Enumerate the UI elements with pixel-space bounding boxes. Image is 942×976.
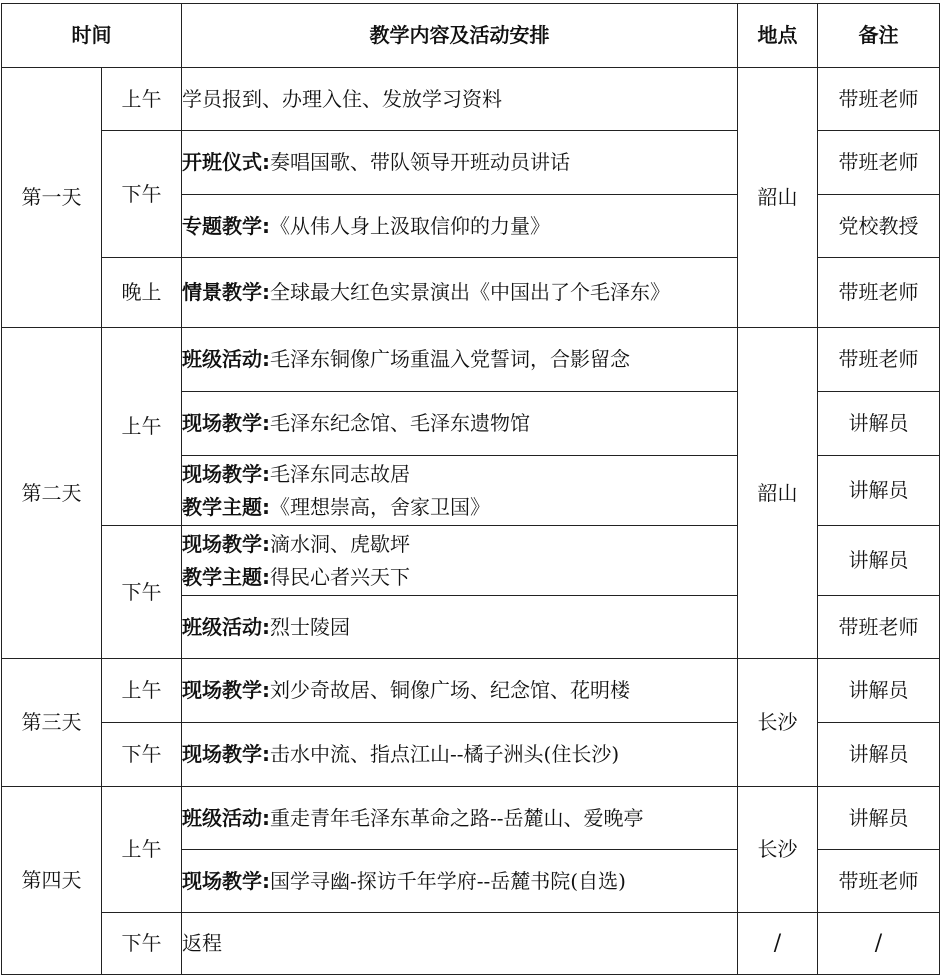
place-cell: 长沙 [738, 787, 818, 913]
table-row [2, 68, 940, 131]
content-label: 专题教学: [182, 213, 270, 238]
content-cell [182, 328, 738, 392]
content-label: 班级活动: [182, 614, 270, 639]
content-cell [182, 131, 738, 195]
content-label: 现场教学: [182, 678, 270, 702]
note-cell: 带班老师 [818, 68, 940, 131]
table-row [2, 328, 940, 392]
note-cell: 带班老师 [818, 258, 940, 328]
header-content: 教学内容及活动安排 [182, 4, 738, 68]
note-cell: 带班老师 [818, 596, 940, 659]
content-label: 情景教学: [182, 280, 270, 304]
content-cell [182, 913, 738, 975]
day-cell: 第一天 [2, 68, 102, 328]
period-cell: 晚上 [102, 258, 182, 328]
content-cell [182, 68, 738, 131]
note-cell: 讲解员 [818, 456, 940, 526]
content-cell [182, 456, 738, 526]
content-label: 现场教学: [182, 411, 270, 435]
note-cell: 带班老师 [818, 850, 940, 913]
content-text: 烈士陵园 [270, 614, 350, 639]
content-text: 刘少奇故居、铜像广场、纪念馆、花明楼 [270, 678, 630, 702]
content-text: 毛泽东同志故居 [270, 461, 410, 486]
period-cell: 上午 [102, 659, 182, 723]
day-cell: 第三天 [2, 659, 102, 787]
content-text: 学员报到、办理入住、发放学习资料 [182, 86, 502, 111]
content-label: 开班仪式: [182, 150, 270, 174]
content-text: 《理想崇高，舍家卫国》 [270, 494, 490, 519]
content-cell [182, 195, 738, 258]
note-cell: 带班老师 [818, 328, 940, 392]
header-row [2, 4, 940, 68]
content-cell [182, 850, 738, 913]
header-place: 地点 [738, 4, 818, 68]
content-label: 现场教学: [182, 742, 270, 766]
content-text: 得民心者兴天下 [270, 564, 410, 589]
content-label: 现场教学: [182, 531, 270, 556]
content-cell [182, 723, 738, 787]
header-note: 备注 [818, 4, 940, 68]
content-text: 毛泽东纪念馆、毛泽东遗物馆 [270, 411, 530, 435]
day-cell: 第二天 [2, 328, 102, 659]
content-text: 全球最大红色实景演出《中国出了个毛泽东》 [270, 280, 670, 304]
content-cell [182, 659, 738, 723]
note-cell: 带班老师 [818, 131, 940, 195]
place-cell: 长沙 [738, 659, 818, 787]
content-line [182, 458, 737, 491]
period-cell: 上午 [102, 787, 182, 913]
content-text: 国学寻幽-探访千年学府--岳麓书院(自选) [270, 868, 626, 893]
content-text: 《从伟人身上汲取信仰的力量》 [270, 213, 550, 238]
note-cell: 党校教授 [818, 195, 940, 258]
table-row [2, 787, 940, 850]
content-cell [182, 258, 738, 328]
place-cell: 韶山 [738, 328, 818, 659]
note-cell: / [818, 913, 940, 975]
content-cell [182, 596, 738, 659]
period-cell: 下午 [102, 131, 182, 258]
content-label: 班级活动: [182, 347, 270, 371]
content-label: 教学主题: [182, 494, 270, 519]
content-text: 击水中流、指点江山--橘子洲头(住长沙) [270, 742, 620, 766]
note-cell: 讲解员 [818, 659, 940, 723]
content-cell [182, 526, 738, 596]
content-label: 班级活动: [182, 805, 270, 830]
place-cell: 韶山 [738, 68, 818, 328]
note-cell: 讲解员 [818, 526, 940, 596]
period-cell: 上午 [102, 328, 182, 526]
content-text: 毛泽东铜像广场重温入党誓词，合影留念 [270, 347, 630, 371]
note-cell: 讲解员 [818, 787, 940, 850]
content-cell [182, 392, 738, 456]
header-time: 时间 [2, 4, 182, 68]
content-label: 现场教学: [182, 461, 270, 486]
content-label: 教学主题: [182, 564, 270, 589]
table-row [2, 913, 940, 975]
place-cell: / [738, 913, 818, 975]
content-label: 现场教学: [182, 868, 270, 893]
note-cell: 讲解员 [818, 723, 940, 787]
schedule-table [1, 3, 940, 975]
content-text: 奏唱国歌、带队领导开班动员讲话 [270, 150, 570, 174]
content-line [182, 528, 737, 561]
content-text: 滴水洞、虎歇坪 [270, 531, 410, 556]
period-cell: 下午 [102, 526, 182, 659]
content-text: 重走青年毛泽东革命之路--岳麓山、爱晚亭 [270, 805, 644, 830]
note-cell: 讲解员 [818, 392, 940, 456]
content-cell [182, 787, 738, 850]
day-cell: 第四天 [2, 787, 102, 975]
content-line [182, 561, 737, 594]
period-cell: 上午 [102, 68, 182, 131]
content-text: 返程 [182, 931, 222, 955]
table-row [2, 659, 940, 723]
period-cell: 下午 [102, 913, 182, 975]
period-cell: 下午 [102, 723, 182, 787]
content-line [182, 491, 737, 524]
